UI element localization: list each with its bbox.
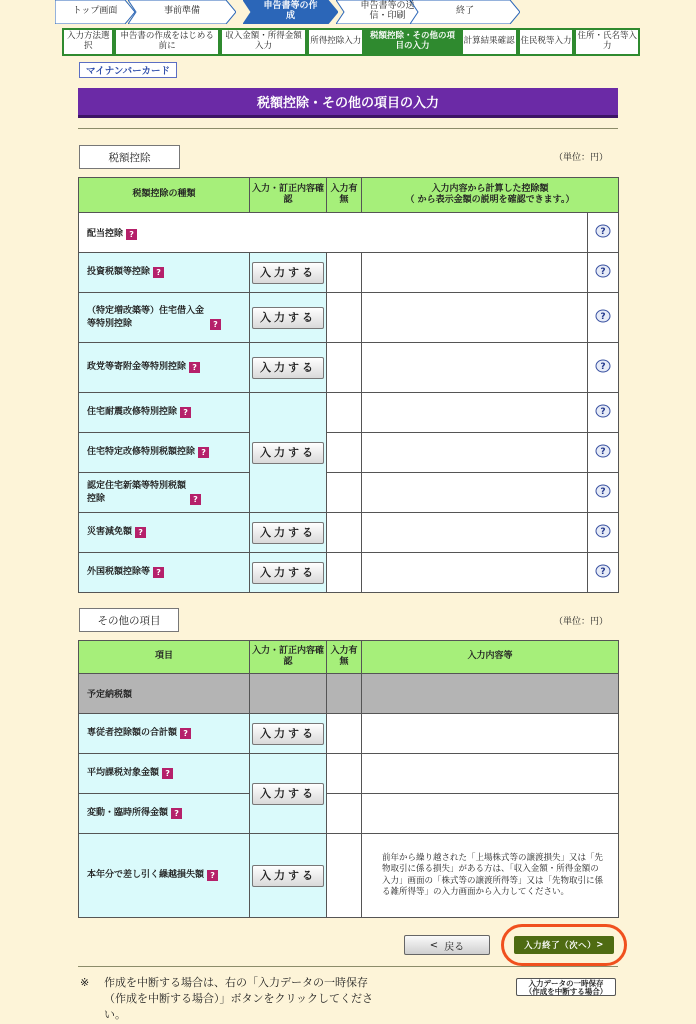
input-button[interactable]: 入力する xyxy=(252,723,324,745)
next-button[interactable] xyxy=(514,936,614,954)
has-cell xyxy=(327,834,362,918)
tax-credit-section-label: 税額控除 xyxy=(79,145,180,169)
carryover-note: 前年から繰り越された「上場株式等の譲渡損失」又は「先物取引に係る損失」がある方は、「収入金額・所得金額の入力」画面の「株式等の譲渡所得等」又は「先物取引に係る雑所得等」の入力画面から入力してください。 xyxy=(362,834,619,918)
svg-text:?: ? xyxy=(600,312,606,322)
substep-income[interactable]: 収入金額・所得金額入力 xyxy=(221,29,307,55)
question-icon[interactable]: ? xyxy=(180,728,191,739)
question-icon[interactable]: ? xyxy=(210,319,221,330)
input-button[interactable]: 入力する xyxy=(252,562,324,584)
table-row xyxy=(79,834,619,918)
substep-navigation xyxy=(62,28,640,56)
has-cell xyxy=(327,553,362,593)
row-average-taxation xyxy=(79,754,250,794)
has-cell xyxy=(327,473,362,513)
col-header-input: 入力・訂正内容確認 xyxy=(250,178,327,213)
row-disaster xyxy=(79,513,250,553)
svg-text:?: ? xyxy=(600,267,606,277)
save-button-line1: 入力データの一時保存 xyxy=(528,979,604,988)
row-housing-loan xyxy=(79,293,250,343)
question-icon[interactable]: ? xyxy=(198,447,209,458)
table-row xyxy=(79,553,619,593)
amount-cell xyxy=(362,393,588,433)
input-button[interactable]: 入力する xyxy=(252,262,324,284)
row-dividend xyxy=(79,213,588,253)
tax-unit-label: （単位：円） xyxy=(553,153,608,163)
has-cell xyxy=(327,433,362,473)
row-average-taxation-label: 平均課税対象金額 xyxy=(87,768,160,779)
help-cell[interactable] xyxy=(588,253,619,293)
substep-resident-tax: 住民税等入力 xyxy=(519,29,574,55)
step-top[interactable] xyxy=(55,0,135,24)
amount-cell xyxy=(362,343,588,393)
row-investment-label: 投資税額等控除 xyxy=(87,267,151,278)
help-cell[interactable] xyxy=(588,293,619,343)
row-housing-renovation-label: 住宅特定改修特別税額控除 xyxy=(87,447,196,458)
amount-cell xyxy=(362,513,588,553)
divider xyxy=(78,966,618,967)
svg-text:?: ? xyxy=(600,407,606,417)
table-row xyxy=(79,293,619,343)
help-cell[interactable] xyxy=(588,393,619,433)
table-row xyxy=(79,393,619,433)
table-header-row xyxy=(79,178,619,213)
col-header-amount-line2: （ から表示金額の説明を確認できます。） xyxy=(405,195,575,205)
step-top-label: トップ画面 xyxy=(72,6,118,17)
row-foreign-tax xyxy=(79,553,250,593)
svg-text:?: ? xyxy=(600,447,606,457)
svg-text:?: ? xyxy=(600,362,606,372)
input-button[interactable]: 入力する xyxy=(252,522,324,544)
step-end xyxy=(410,0,520,24)
back-button-label: 戻る xyxy=(444,941,465,953)
input-button[interactable]: 入力する xyxy=(252,442,324,464)
step-prepare[interactable] xyxy=(128,0,236,24)
question-icon[interactable]: ? xyxy=(135,527,146,538)
table-row xyxy=(79,714,619,754)
step-create xyxy=(243,0,338,24)
table-row xyxy=(79,674,619,714)
col-header-has: 入力有無 xyxy=(327,641,362,674)
row-variable-income-label: 変動・臨時所得金額 xyxy=(87,808,169,819)
row-foreign-tax-label: 外国税額控除等 xyxy=(87,567,151,578)
content-cell xyxy=(362,714,619,754)
table-row xyxy=(79,794,619,834)
row-investment xyxy=(79,253,250,293)
has-cell xyxy=(327,513,362,553)
col-header-amount-line1: 入力内容から計算した控除額 xyxy=(431,183,549,194)
content-cell xyxy=(362,754,619,794)
svg-text:?: ? xyxy=(600,227,606,237)
next-button-label: 入力終了（次へ） xyxy=(524,941,597,951)
help-bubble-icon[interactable] xyxy=(595,309,611,323)
table-header-row xyxy=(79,641,619,674)
has-cell xyxy=(327,794,362,834)
step-navigation xyxy=(55,0,525,24)
help-bubble-icon[interactable] xyxy=(595,224,611,238)
mynumber-card-link[interactable]: マイナンバーカード xyxy=(79,62,177,78)
row-family-employee-label: 専従者控除額の合計額 xyxy=(87,728,178,739)
row-housing-loan-label: （特定増改築等）住宅借入金等特別控除 xyxy=(87,305,205,329)
help-bubble-icon[interactable] xyxy=(595,524,611,538)
step-end-label: 終了 xyxy=(455,6,474,17)
row-political-donation-label: 政党等寄附金等特別控除 xyxy=(87,362,187,373)
svg-text:?: ? xyxy=(600,527,606,537)
footnote-mark: ※ xyxy=(80,976,90,989)
row-carryover-loss-label: 本年分で差し引く繰越損失額 xyxy=(87,870,205,881)
amount-cell xyxy=(362,473,588,513)
step-prepare-label: 事前準備 xyxy=(163,6,200,17)
has-cell xyxy=(327,253,362,293)
has-cell xyxy=(327,393,362,433)
temporary-save-button[interactable] xyxy=(516,978,616,996)
save-button-line2: （作成を中断する場合） xyxy=(524,986,608,996)
help-cell[interactable] xyxy=(588,433,619,473)
step-create-label: 申告書等の作成 xyxy=(263,1,318,21)
col-header-item: 項目 xyxy=(79,641,250,674)
help-bubble-icon[interactable] xyxy=(595,564,611,578)
input-button[interactable]: 入力する xyxy=(252,357,324,379)
substep-before-start[interactable]: 申告書の作成をはじめる前に xyxy=(115,29,218,55)
back-button[interactable] xyxy=(404,935,490,955)
other-items-section-label: その他の項目 xyxy=(79,608,179,632)
table-row xyxy=(79,343,619,393)
row-certified-housing-label: 認定住宅新築等特別税額控除 xyxy=(87,480,187,504)
col-header-type: 税額控除の種類 xyxy=(79,178,250,213)
help-cell[interactable] xyxy=(588,513,619,553)
question-icon[interactable]: ? xyxy=(162,768,173,779)
has-cell xyxy=(327,343,362,393)
col-header-content: 入力内容等 xyxy=(362,641,619,674)
substep-result: 計算結果確認 xyxy=(462,29,517,55)
content-cell xyxy=(362,794,619,834)
help-cell[interactable] xyxy=(588,343,619,393)
other-unit-label: （単位：円） xyxy=(553,617,608,627)
help-bubble-icon[interactable] xyxy=(595,484,611,498)
question-icon[interactable]: ? xyxy=(207,870,218,881)
page-title: 税額控除・その他の項目の入力 xyxy=(78,88,618,118)
input-button[interactable]: 入力する xyxy=(252,865,324,887)
svg-text:?: ? xyxy=(600,567,606,577)
col-header-input: 入力・訂正内容確認 xyxy=(250,641,327,674)
col-header-amount xyxy=(362,178,619,213)
help-cell[interactable] xyxy=(588,213,619,253)
help-bubble-icon[interactable] xyxy=(595,264,611,278)
question-icon[interactable]: ? xyxy=(180,407,191,418)
row-variable-income xyxy=(79,794,250,834)
tax-credit-table xyxy=(78,177,619,593)
other-items-table xyxy=(78,640,619,918)
help-cell[interactable] xyxy=(588,473,619,513)
has-cell xyxy=(327,293,362,343)
question-icon[interactable]: ? xyxy=(171,808,182,819)
row-certified-housing xyxy=(79,473,250,513)
row-housing-renovation xyxy=(79,433,250,473)
amount-cell xyxy=(362,253,588,293)
question-icon[interactable]: ? xyxy=(126,229,137,240)
row-carryover-loss xyxy=(79,834,250,918)
substep-tax-credit: 税額控除・その他の項目の入力 xyxy=(365,29,459,55)
table-row xyxy=(79,253,619,293)
step-send-label: 申告書等の送信・印刷 xyxy=(360,1,415,21)
row-dividend-label: 配当控除 xyxy=(87,228,124,239)
row-disaster-label: 災害減免額 xyxy=(87,527,133,538)
input-button[interactable]: 入力する xyxy=(252,783,324,805)
footnote xyxy=(80,975,380,1023)
question-icon[interactable]: ? xyxy=(153,567,164,578)
question-icon[interactable]: ? xyxy=(153,267,164,278)
amount-cell xyxy=(362,553,588,593)
row-seismic xyxy=(79,393,250,433)
help-bubble-icon[interactable] xyxy=(595,404,611,418)
row-political-donation xyxy=(79,343,250,393)
help-bubble-icon[interactable] xyxy=(595,444,611,458)
question-icon[interactable]: ? xyxy=(190,494,201,505)
table-row xyxy=(79,213,619,253)
question-icon[interactable]: ? xyxy=(189,362,200,373)
table-row xyxy=(79,754,619,794)
table-row xyxy=(79,473,619,513)
substep-deduction[interactable]: 所得控除入力 xyxy=(308,29,363,55)
table-row xyxy=(79,513,619,553)
row-family-employee xyxy=(79,714,250,754)
has-cell xyxy=(327,754,362,794)
substep-input-method[interactable]: 入力方法選択 xyxy=(63,29,113,55)
substep-address: 住所・氏名等入力 xyxy=(575,29,639,55)
amount-cell xyxy=(362,293,588,343)
help-cell[interactable] xyxy=(588,553,619,593)
divider xyxy=(78,128,618,129)
has-cell xyxy=(327,714,362,754)
input-button[interactable]: 入力する xyxy=(252,307,324,329)
chevron-left-icon: < xyxy=(429,939,439,951)
table-row xyxy=(79,433,619,473)
amount-cell xyxy=(362,433,588,473)
svg-text:?: ? xyxy=(600,487,606,497)
help-bubble-icon[interactable] xyxy=(595,359,611,373)
row-seismic-label: 住宅耐震改修特別控除 xyxy=(87,407,178,418)
col-header-has: 入力有無 xyxy=(327,178,362,213)
row-estimated-tax: 予定納税額 xyxy=(79,674,250,714)
footnote-text: 作成を中断する場合は、右の「入力データの一時保存（作成を中断する場合）」ボタンをクリックしてください。 xyxy=(104,976,374,1021)
chevron-right-icon: > xyxy=(596,940,604,950)
